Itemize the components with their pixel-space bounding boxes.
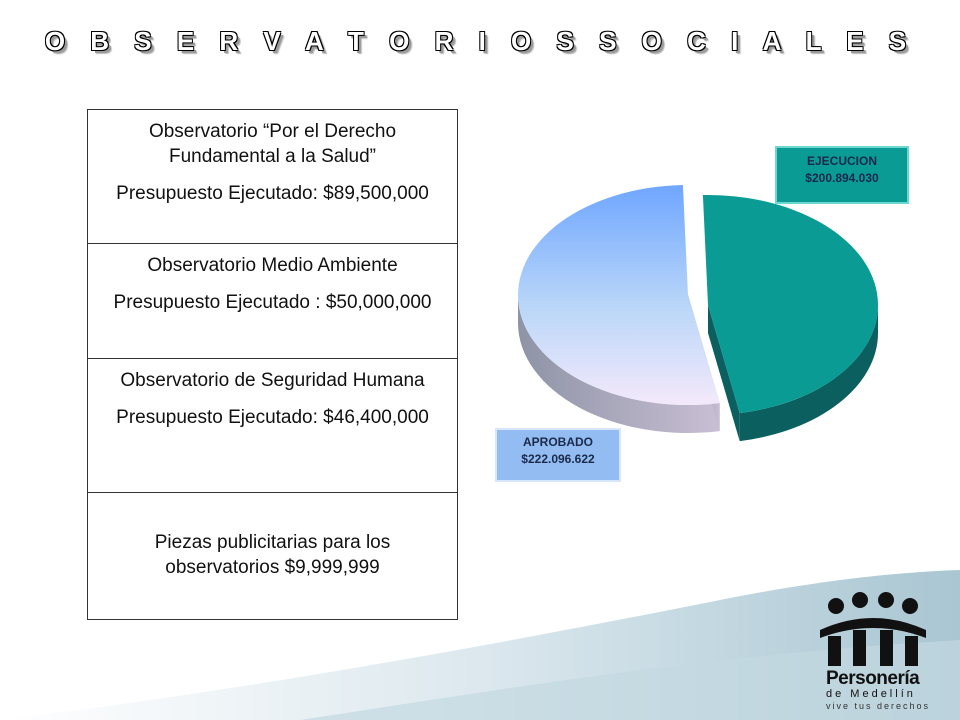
- observatories-table: [87, 109, 458, 620]
- observatory-budget: Presupuesto Ejecutado: $89,500,000: [116, 183, 429, 204]
- page-title: O B S E R V A T O R I O S S O C I A L E S: [44, 26, 916, 56]
- table-cell: [88, 110, 458, 244]
- table-cell: [88, 493, 458, 620]
- logo-tagline: vive tus derechos: [826, 701, 931, 711]
- advertising-pieces: Piezas publicitarias para los observatorios $9,999,999: [154, 532, 391, 578]
- aprobado-label: [495, 428, 621, 482]
- observatory-name: Observatorio de Seguridad Humana: [120, 370, 425, 391]
- table-row: [88, 359, 458, 493]
- ejecucion-label-title: EJECUCION: [806, 154, 877, 168]
- logo-name: Personería: [826, 668, 920, 689]
- observatory-budget: Presupuesto Ejecutado: $46,400,000: [116, 407, 429, 428]
- ejecucion-label-value: $200.894.030: [805, 171, 879, 185]
- table-row: [88, 493, 458, 620]
- observatory-name: Observatorio “Por el Derecho Fundamental a la Salud”: [148, 121, 397, 167]
- table-cell: [88, 244, 458, 359]
- table-cell: [88, 359, 458, 493]
- ejecucion-label: [775, 146, 909, 204]
- aprobado-label-value: $222.096.622: [521, 452, 595, 466]
- table-row: [88, 244, 458, 359]
- logo-city: de Medellín: [826, 688, 916, 700]
- observatory-budget: Presupuesto Ejecutado : $50,000,000: [113, 292, 432, 313]
- aprobado-label-title: APROBADO: [522, 435, 593, 449]
- table-row: [88, 110, 458, 244]
- observatory-name: Observatorio Medio Ambiente: [147, 255, 398, 276]
